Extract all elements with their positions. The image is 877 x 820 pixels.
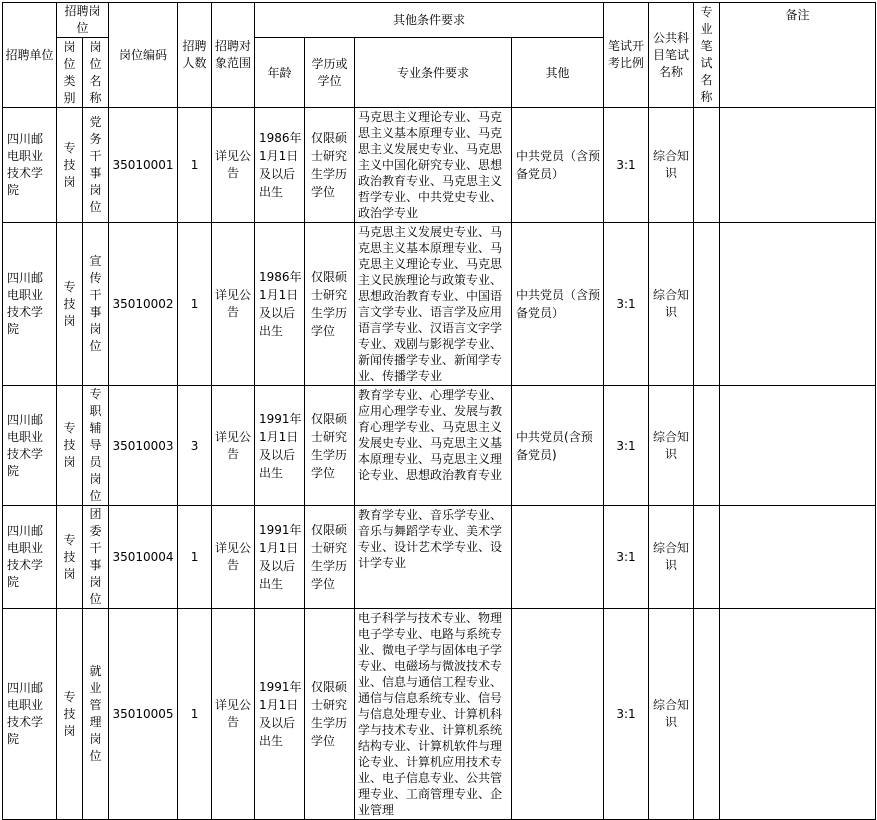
ratio-cell: 3:1	[604, 609, 649, 820]
unit-cell: 四川邮电职业技术学院	[3, 506, 57, 609]
table-row	[3, 506, 876, 609]
header-position-name: 岗位名称	[83, 38, 109, 108]
header-position-group: 招聘岗位	[57, 3, 109, 38]
table-row	[3, 223, 876, 386]
header-position-code: 岗位编码	[109, 3, 178, 108]
major-cell: 电子科学与技术专业、物理电子学专业、电路与系统专业、微电子学与固体电子学专业、电磁场与微波技术专业、信息与通信工程专业、通信与信息系统专业、信号与信息处理专业、计算机科学与技术专业、计算机系统结构专业、计算机软件与理论专业、计算机应用技术专业、电子信息专业、公共管理专业、工商管理专业、企业管理	[355, 609, 512, 820]
public-exam-cell: 综合知识	[649, 386, 694, 506]
ratio-cell: 3:1	[604, 108, 649, 223]
code-cell: 35010004	[109, 506, 178, 609]
header-scope: 招聘对象范围	[212, 3, 255, 108]
pro-exam-cell	[694, 108, 720, 223]
remark-cell	[720, 108, 876, 223]
header-other-requirements: 其他条件要求	[255, 3, 604, 38]
header-education: 学历或学位	[305, 38, 355, 108]
count-cell: 1	[178, 108, 212, 223]
header-pro-exam: 专业笔试名称	[694, 3, 720, 108]
public-exam-cell: 综合知识	[649, 609, 694, 820]
major-cell: 马克思主义发展史专业、马克思主义基本原理专业、马克思主义理论专业、马克思主义民族理论与政策专业、思想政治教育专业、中国语言文学专业、语言学及应用语言学专业、汉语言文字学专业、戏剧与影视学专业、新闻传播学专业、新闻学专业、传播学专业	[355, 223, 512, 386]
scope-cell: 详见公告	[212, 108, 255, 223]
other-cell: 中共党员（含预备党员）	[512, 108, 604, 223]
header-remark: 备注	[720, 3, 876, 108]
age-cell: 1991年1月1日及以后出生	[255, 386, 305, 506]
scope-cell: 详见公告	[212, 506, 255, 609]
unit-cell: 四川邮电职业技术学院	[3, 108, 57, 223]
education-cell: 仅限硕士研究生学历学位	[305, 108, 355, 223]
ratio-cell: 3:1	[604, 223, 649, 386]
remark-cell	[720, 609, 876, 820]
recruitment-table	[2, 2, 876, 820]
code-cell: 35010005	[109, 609, 178, 820]
education-cell: 仅限硕士研究生学历学位	[305, 506, 355, 609]
age-cell: 1986年1月1日及以后出生	[255, 108, 305, 223]
other-cell	[512, 609, 604, 820]
ratio-cell: 3:1	[604, 386, 649, 506]
unit-cell: 四川邮电职业技术学院	[3, 386, 57, 506]
header-ratio: 笔试开考比例	[604, 3, 649, 108]
public-exam-cell: 综合知识	[649, 223, 694, 386]
header-public-exam: 公共科目笔试名称	[649, 3, 694, 108]
count-cell: 1	[178, 223, 212, 386]
code-cell: 35010001	[109, 108, 178, 223]
header-unit: 招聘单位	[3, 3, 57, 108]
age-cell: 1991年1月1日及以后出生	[255, 609, 305, 820]
remark-cell	[720, 223, 876, 386]
ratio-cell: 3:1	[604, 506, 649, 609]
pro-exam-cell	[694, 609, 720, 820]
type-cell: 专技岗	[57, 386, 83, 506]
other-cell: 中共党员（含预备党员）	[512, 223, 604, 386]
major-cell: 马克思主义理论专业、马克思主义基本原理专业、马克思主义发展史专业、马克思主义中国化研究专业、思想政治教育专业、马克思主义哲学专业、中共党史专业、政治学专业	[355, 108, 512, 223]
remark-cell	[720, 506, 876, 609]
pro-exam-cell	[694, 386, 720, 506]
name-cell: 党务干事岗位	[83, 108, 109, 223]
count-cell: 1	[178, 609, 212, 820]
header-other: 其他	[512, 38, 604, 108]
table-row	[3, 609, 876, 820]
type-cell: 专技岗	[57, 609, 83, 820]
name-cell: 宣传干事岗位	[83, 223, 109, 386]
name-cell: 团委干事岗位	[83, 506, 109, 609]
education-cell: 仅限硕士研究生学历学位	[305, 386, 355, 506]
name-cell: 专职辅导员岗位	[83, 386, 109, 506]
pro-exam-cell	[694, 223, 720, 386]
scope-cell: 详见公告	[212, 609, 255, 820]
count-cell: 3	[178, 386, 212, 506]
public-exam-cell: 综合知识	[649, 506, 694, 609]
header-age: 年龄	[255, 38, 305, 108]
type-cell: 专技岗	[57, 506, 83, 609]
type-cell: 专技岗	[57, 108, 83, 223]
name-cell: 就业管理岗位	[83, 609, 109, 820]
public-exam-cell: 综合知识	[649, 108, 694, 223]
code-cell: 35010002	[109, 223, 178, 386]
education-cell: 仅限硕士研究生学历学位	[305, 609, 355, 820]
header-position-type: 岗位类别	[57, 38, 83, 108]
code-cell: 35010003	[109, 386, 178, 506]
table-row	[3, 386, 876, 506]
scope-cell: 详见公告	[212, 386, 255, 506]
unit-cell: 四川邮电职业技术学院	[3, 223, 57, 386]
count-cell: 1	[178, 506, 212, 609]
type-cell: 专技岗	[57, 223, 83, 386]
education-cell: 仅限硕士研究生学历学位	[305, 223, 355, 386]
other-cell: 中共党员(含预备党员)	[512, 386, 604, 506]
scope-cell: 详见公告	[212, 223, 255, 386]
header-count: 招聘人数	[178, 3, 212, 108]
major-cell: 教育学专业、音乐学专业、音乐与舞蹈学专业、美术学专业、设计艺术学专业、设计学专业	[355, 506, 512, 609]
age-cell: 1986年1月1日及以后出生	[255, 223, 305, 386]
age-cell: 1991年1月1日及以后出生	[255, 506, 305, 609]
unit-cell: 四川邮电职业技术学院	[3, 609, 57, 820]
header-major: 专业条件要求	[355, 38, 512, 108]
remark-cell	[720, 386, 876, 506]
major-cell: 教育学专业、心理学专业、应用心理学专业、发展与教育心理学专业、马克思主义发展史专业、马克思主义基本原理专业、马克思主义理论专业、思想政治教育专业	[355, 386, 512, 506]
table-row	[3, 108, 876, 223]
other-cell	[512, 506, 604, 609]
pro-exam-cell	[694, 506, 720, 609]
